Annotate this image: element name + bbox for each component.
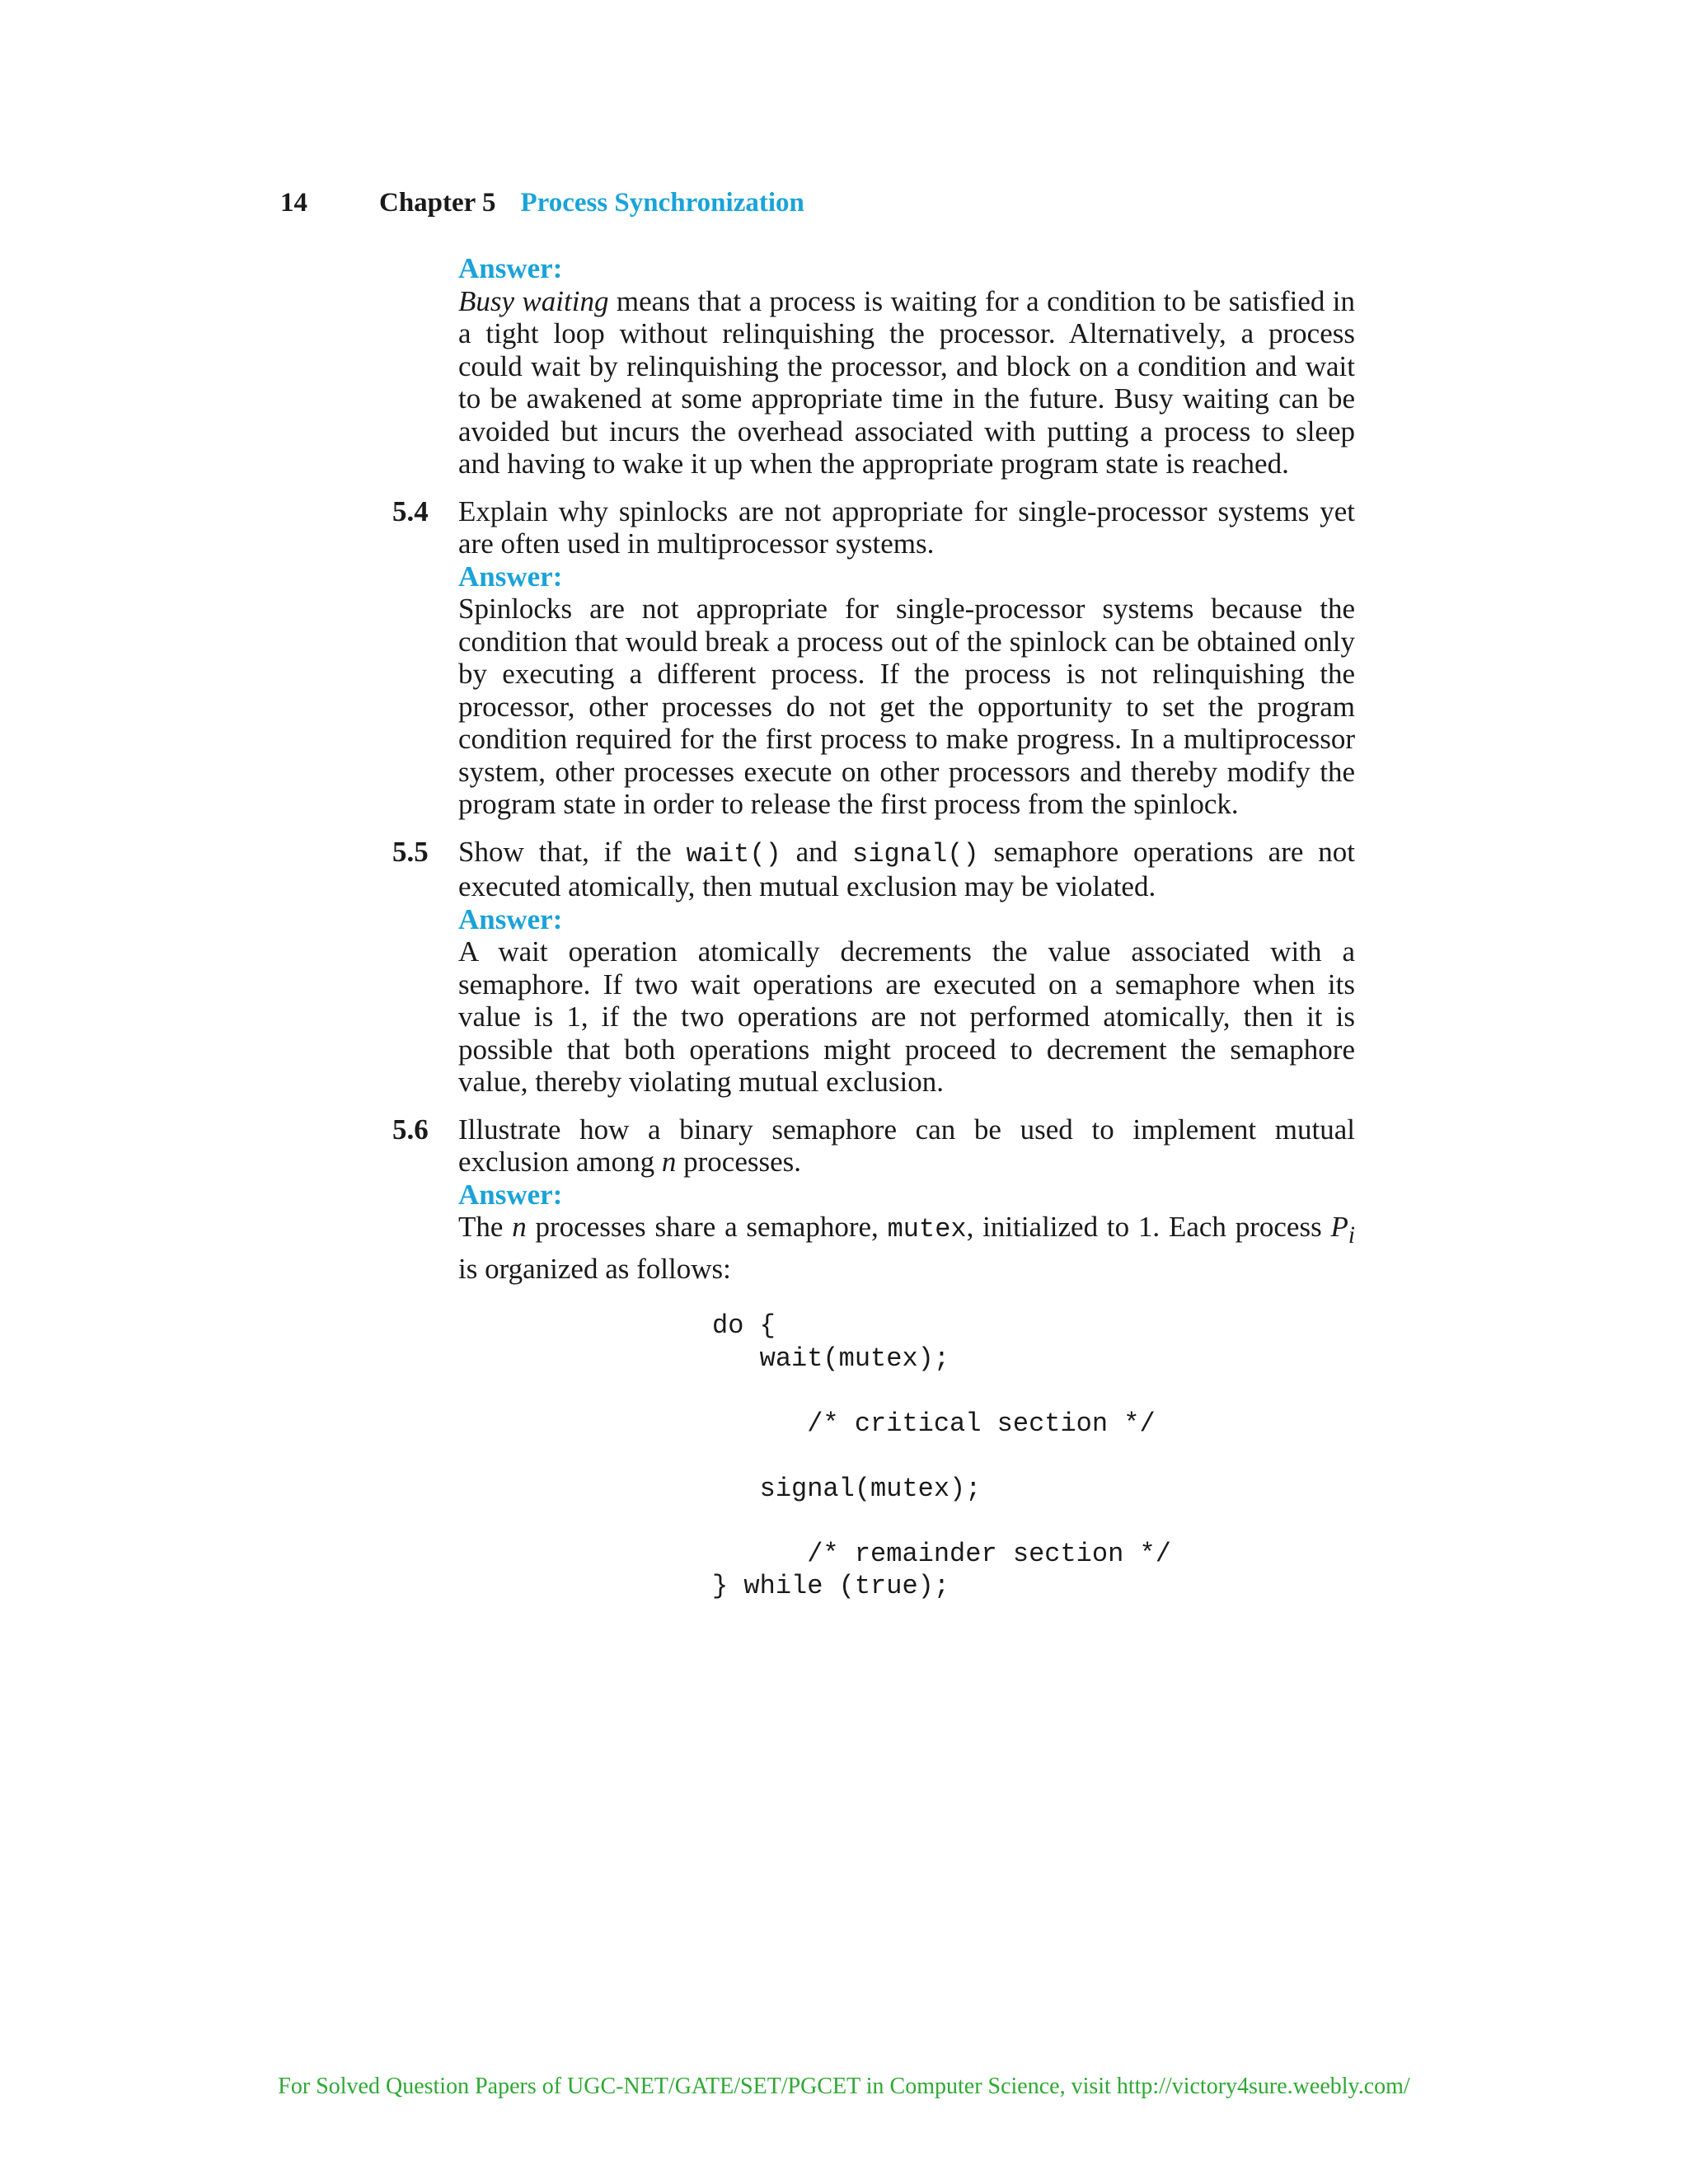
- code-line: wait(mutex);: [712, 1343, 950, 1374]
- exercise-number: 5.6: [392, 1113, 429, 1146]
- answer-text: The n processes share a semaphore, mutex, initialized to 1. Each process $P_i$ is organized as follows:: [458, 1211, 1355, 1285]
- answer-text: A wait operation atomically decrements the value associated with a semaphore. If two wait operations are executed on a semaphore when its value is 1, if the two operations are not performed atomically, then it is possible that both operations might proceed to decrement the semaphore value, thereby violating mutual exclusion.: [458, 935, 1355, 1098]
- emphasis-term: Busy waiting: [458, 284, 609, 317]
- exercise-5-6: [392, 1113, 1355, 1603]
- exercise-number: 5.4: [392, 494, 429, 527]
- math-var-p: P: [1330, 1211, 1348, 1243]
- footer-promo-text: For Solved Question Papers of UGC-NET/GATE/SET/PGCET in Computer Science, visit http://victory4sure.weebly.com/: [278, 2074, 1410, 2099]
- chapter-title: Process Synchronization: [520, 188, 804, 218]
- exercise-number: 5.5: [392, 835, 429, 868]
- answer-label: Answer:: [458, 1178, 563, 1211]
- math-subscript-i: i: [1348, 1222, 1355, 1249]
- page-number: 14: [280, 188, 307, 218]
- question-text: Illustrate how a binary semaphore can be used to implement mutual exclusion among n processes.: [458, 1113, 1355, 1178]
- code-line: } while (true);: [712, 1571, 950, 1601]
- inline-code-wait: wait(): [686, 838, 781, 869]
- answer-text: Busy waiting means that a process is waiting for a condition to be satisfied in a tight loop without relinquishing the processor. Alternatively, a process could wait by relinquishing the processor, and block on a condition and wait to be awakened at some appropriate time in the future. Busy waiting can be avoided but incurs the overhead associated with putting a process to sleep and having to wake it up when the appropriate program state is reached.: [458, 284, 1355, 480]
- code-line: [712, 1375, 1355, 1408]
- answer-text: Spinlocks are not appropriate for single-processor systems because the condition that would break a process out of the spinlock can be obtained only by executing a different process. If the process is not relinquishing the processor, other processes do not get the opportunity to set the program condition required for the first process to make progress. In a multiprocessor system, other processes execute on other processors and thereby modify the program state in order to release the first process from the spinlock.: [458, 593, 1355, 820]
- code-block: [712, 1310, 1355, 1603]
- code-line: do {: [712, 1310, 776, 1341]
- question-text: Explain why spinlocks are not appropriate for single-processor systems yet are often used in multiprocessor systems.: [458, 494, 1355, 560]
- page-content: [392, 252, 1355, 1603]
- math-var-n: n: [512, 1211, 527, 1243]
- page-header: [280, 188, 804, 218]
- code-line: /* remainder section */: [712, 1538, 1171, 1569]
- answer-label: Answer:: [458, 560, 563, 593]
- inline-code-signal: signal(): [852, 838, 979, 869]
- exercise-5-4: [392, 495, 1355, 821]
- answer-label: Answer:: [458, 252, 563, 284]
- code-line: /* critical section */: [712, 1408, 1156, 1439]
- code-line: signal(mutex);: [712, 1473, 982, 1504]
- answer-label: Answer:: [458, 902, 563, 935]
- exercise-5-3-answer: [392, 252, 1355, 480]
- exercise-5-5: [392, 836, 1355, 1099]
- code-line: [712, 1505, 1355, 1538]
- code-line: [712, 1440, 1355, 1473]
- math-var-n: n: [661, 1146, 677, 1178]
- question-text: Show that, if the wait() and signal() semaphore operations are not executed atomically, then mutual exclusion may be violated.: [458, 835, 1355, 902]
- inline-code-mutex: mutex: [887, 1214, 967, 1244]
- chapter-label: Chapter 5: [379, 188, 496, 218]
